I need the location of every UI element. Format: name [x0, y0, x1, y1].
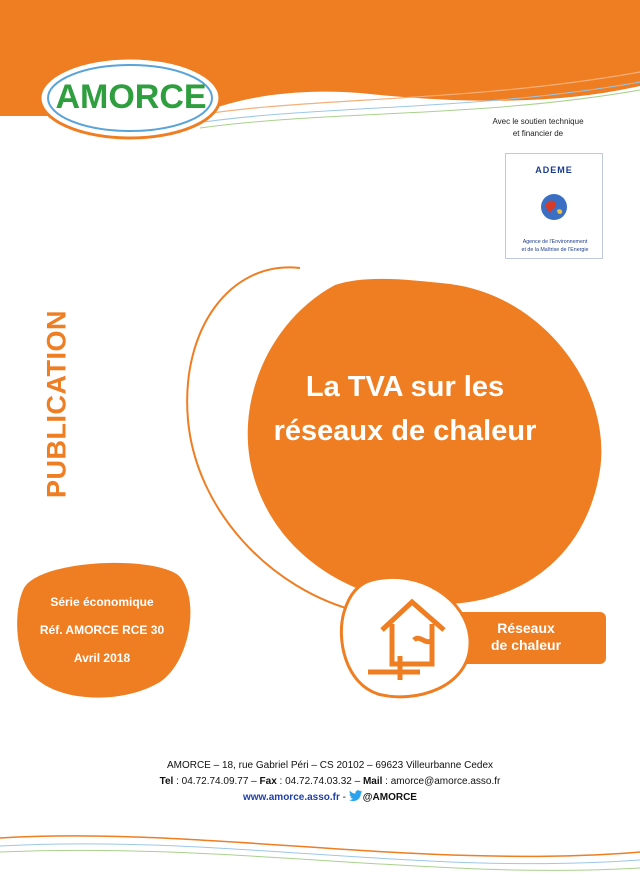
ademe-caption — [510, 238, 600, 254]
support-line-2: et financier de — [512, 129, 564, 138]
badge-label — [470, 620, 582, 654]
ademe-caption-line-1: Agence de l'Environnement — [522, 239, 588, 245]
ademe-title: ADEME — [535, 165, 573, 175]
publication-label: PUBLICATION — [41, 310, 72, 498]
ademe-logo — [505, 153, 603, 259]
website-link[interactable]: www.amorce.asso.fr — [243, 792, 340, 803]
mail-value[interactable]: : amorce@amorce.asso.fr — [382, 776, 501, 787]
bottom-streak — [0, 836, 640, 856]
tel-value: : 04.72.74.09.77 – — [173, 776, 260, 787]
series-info — [22, 588, 182, 672]
twitter-icon[interactable] — [349, 790, 363, 802]
fax-label: Fax — [259, 776, 277, 787]
support-line-1: Avec le soutien technique — [492, 117, 584, 126]
series-reference: Réf. AMORCE RCE 30 — [39, 623, 165, 637]
bottom-streak — [0, 850, 640, 870]
document-title — [240, 365, 570, 453]
footer — [100, 758, 560, 806]
twitter-handle[interactable]: @AMORCE — [362, 792, 417, 803]
footer-address: AMORCE – 18, rue Gabriel Péri – CS 20102 – 69623 Villeurbanne Cedex — [166, 760, 494, 771]
series-name: Série économique — [50, 595, 154, 609]
ademe-caption-line-2: et de la Maîtrise de l'Energie — [521, 247, 589, 253]
tel-label: Tel — [159, 776, 174, 787]
series-date: Avril 2018 — [73, 651, 131, 665]
title-line-2: réseaux de chaleur — [273, 415, 537, 447]
support-text — [470, 116, 606, 140]
globe-icon — [539, 192, 569, 222]
badge-line-2: de chaleur — [490, 637, 562, 653]
web-separator: - — [339, 792, 349, 803]
fax-value: : 04.72.74.03.32 – — [276, 776, 363, 787]
mail-label: Mail — [362, 776, 383, 787]
title-line-1: La TVA sur les — [305, 371, 505, 403]
badge-line-1: Réseaux — [497, 620, 555, 636]
footer-web — [100, 790, 560, 806]
amorce-logo: AMORCE — [55, 78, 207, 116]
footer-contacts — [100, 774, 560, 790]
